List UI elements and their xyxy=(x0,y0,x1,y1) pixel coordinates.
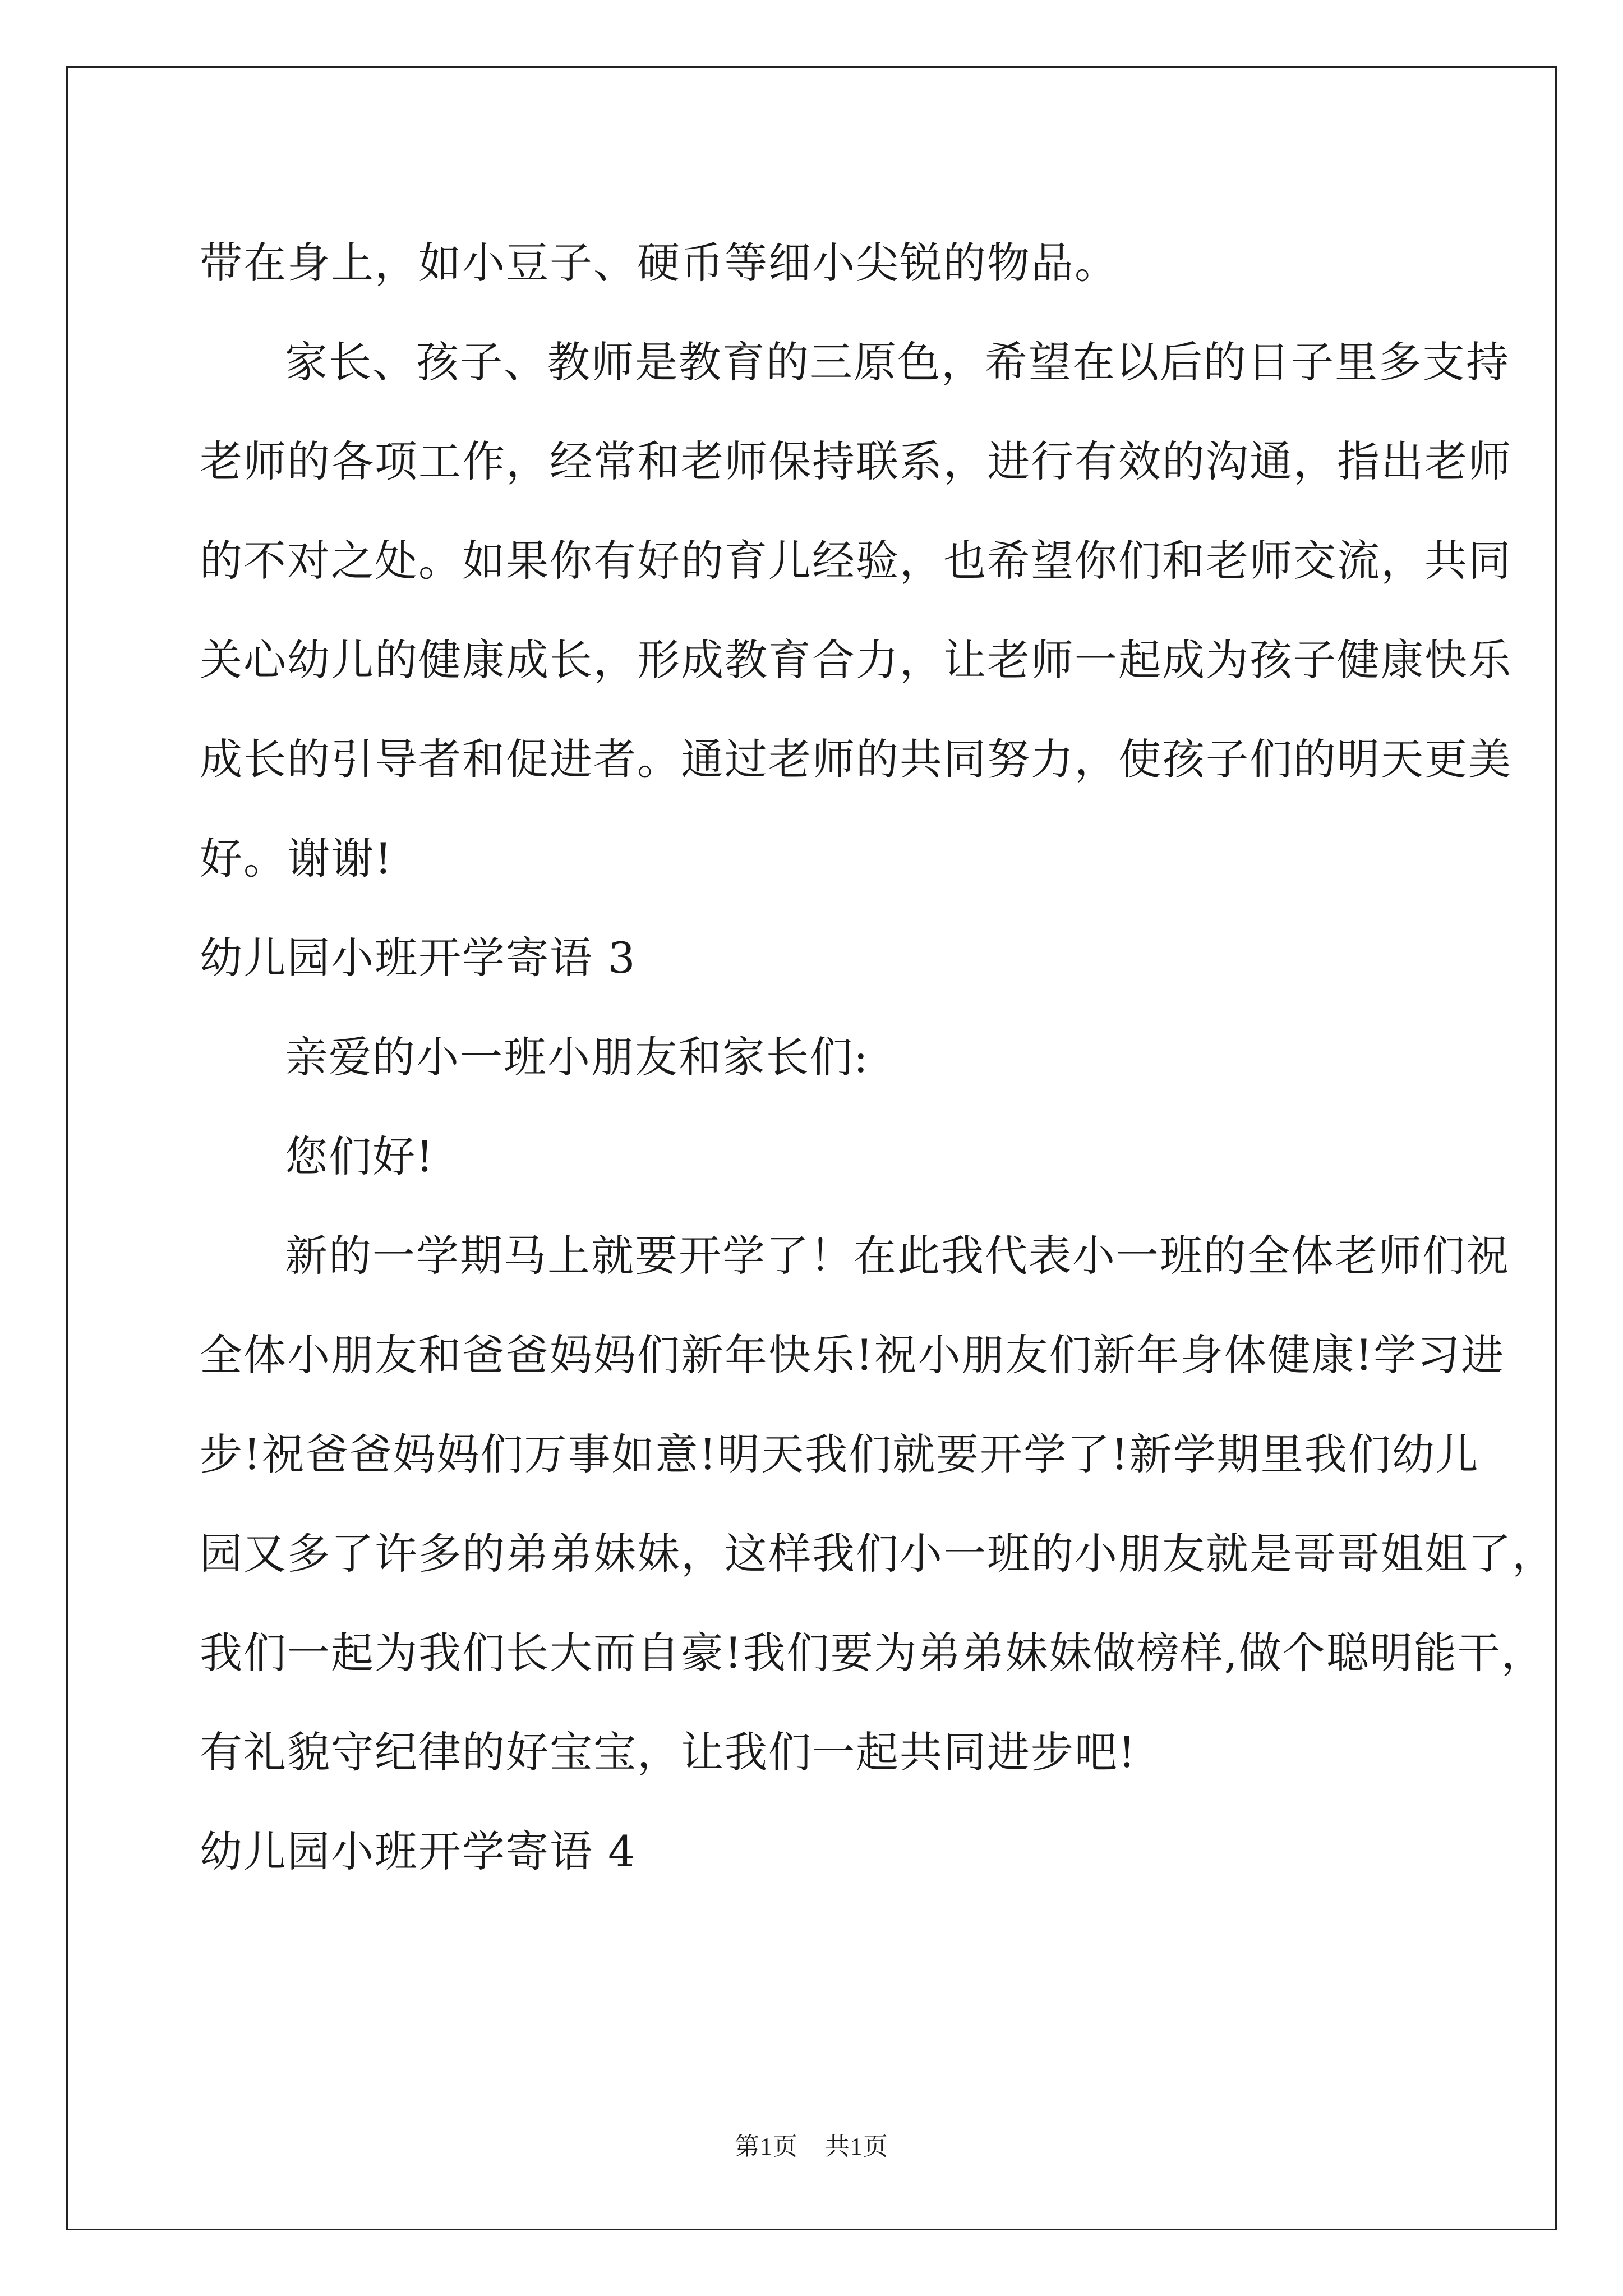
page-footer xyxy=(0,2126,1623,2162)
text-line-12: 全体小朋友和爸爸妈妈们新年快乐!祝小朋友们新年身体健康!学习进 xyxy=(200,1330,1505,1380)
text-line-15: 我们一起为我们长大而自豪!我们要为弟弟妹妹做榜样,做个聪明能干， xyxy=(200,1628,1545,1678)
text-line-1: 带在身上，如小豆子、硬币等细小尖锐的物品。 xyxy=(200,238,1118,288)
text-line-16: 有礼貌守纪律的好宝宝，让我们一起共同进步吧! xyxy=(200,1727,1137,1777)
text-line-14: 园又多了许多的弟弟妹妹，这样我们小一班的小朋友就是哥哥姐姐了， xyxy=(200,1529,1556,1579)
section-heading-3: 幼儿园小班开学寄语 3 xyxy=(200,933,637,983)
text-line-3: 老师的各项工作，经常和老师保持联系，进行有效的沟通，指出老师 xyxy=(200,436,1512,486)
section-heading-4: 幼儿园小班开学寄语 4 xyxy=(200,1826,637,1876)
page-number: 第1页 xyxy=(735,2133,798,2160)
text-line-13: 步!祝爸爸妈妈们万事如意!明天我们就要开学了!新学期里我们幼儿 xyxy=(200,1429,1479,1479)
greeting: 您们好! xyxy=(285,1131,435,1181)
salutation: 亲爱的小一班小朋友和家长们: xyxy=(285,1032,869,1082)
text-line-6: 成长的引导者和促进者。通过老师的共同努力，使孩子们的明天更美 xyxy=(200,734,1512,784)
text-line-2: 家长、孩子、教师是教育的三原色，希望在以后的日子里多支持 xyxy=(285,337,1510,387)
page-total: 共1页 xyxy=(825,2133,888,2160)
text-line-4: 的不对之处。如果你有好的育儿经验，也希望你们和老师交流，共同 xyxy=(200,536,1512,586)
text-line-5: 关心幼儿的健康成长，形成教育合力，让老师一起成为孩子健康快乐 xyxy=(200,635,1512,685)
text-line-7: 好。谢谢! xyxy=(200,834,393,884)
document-body xyxy=(200,213,1556,1901)
text-line-11: 新的一学期马上就要开学了！在此我代表小一班的全体老师们祝 xyxy=(285,1231,1510,1281)
